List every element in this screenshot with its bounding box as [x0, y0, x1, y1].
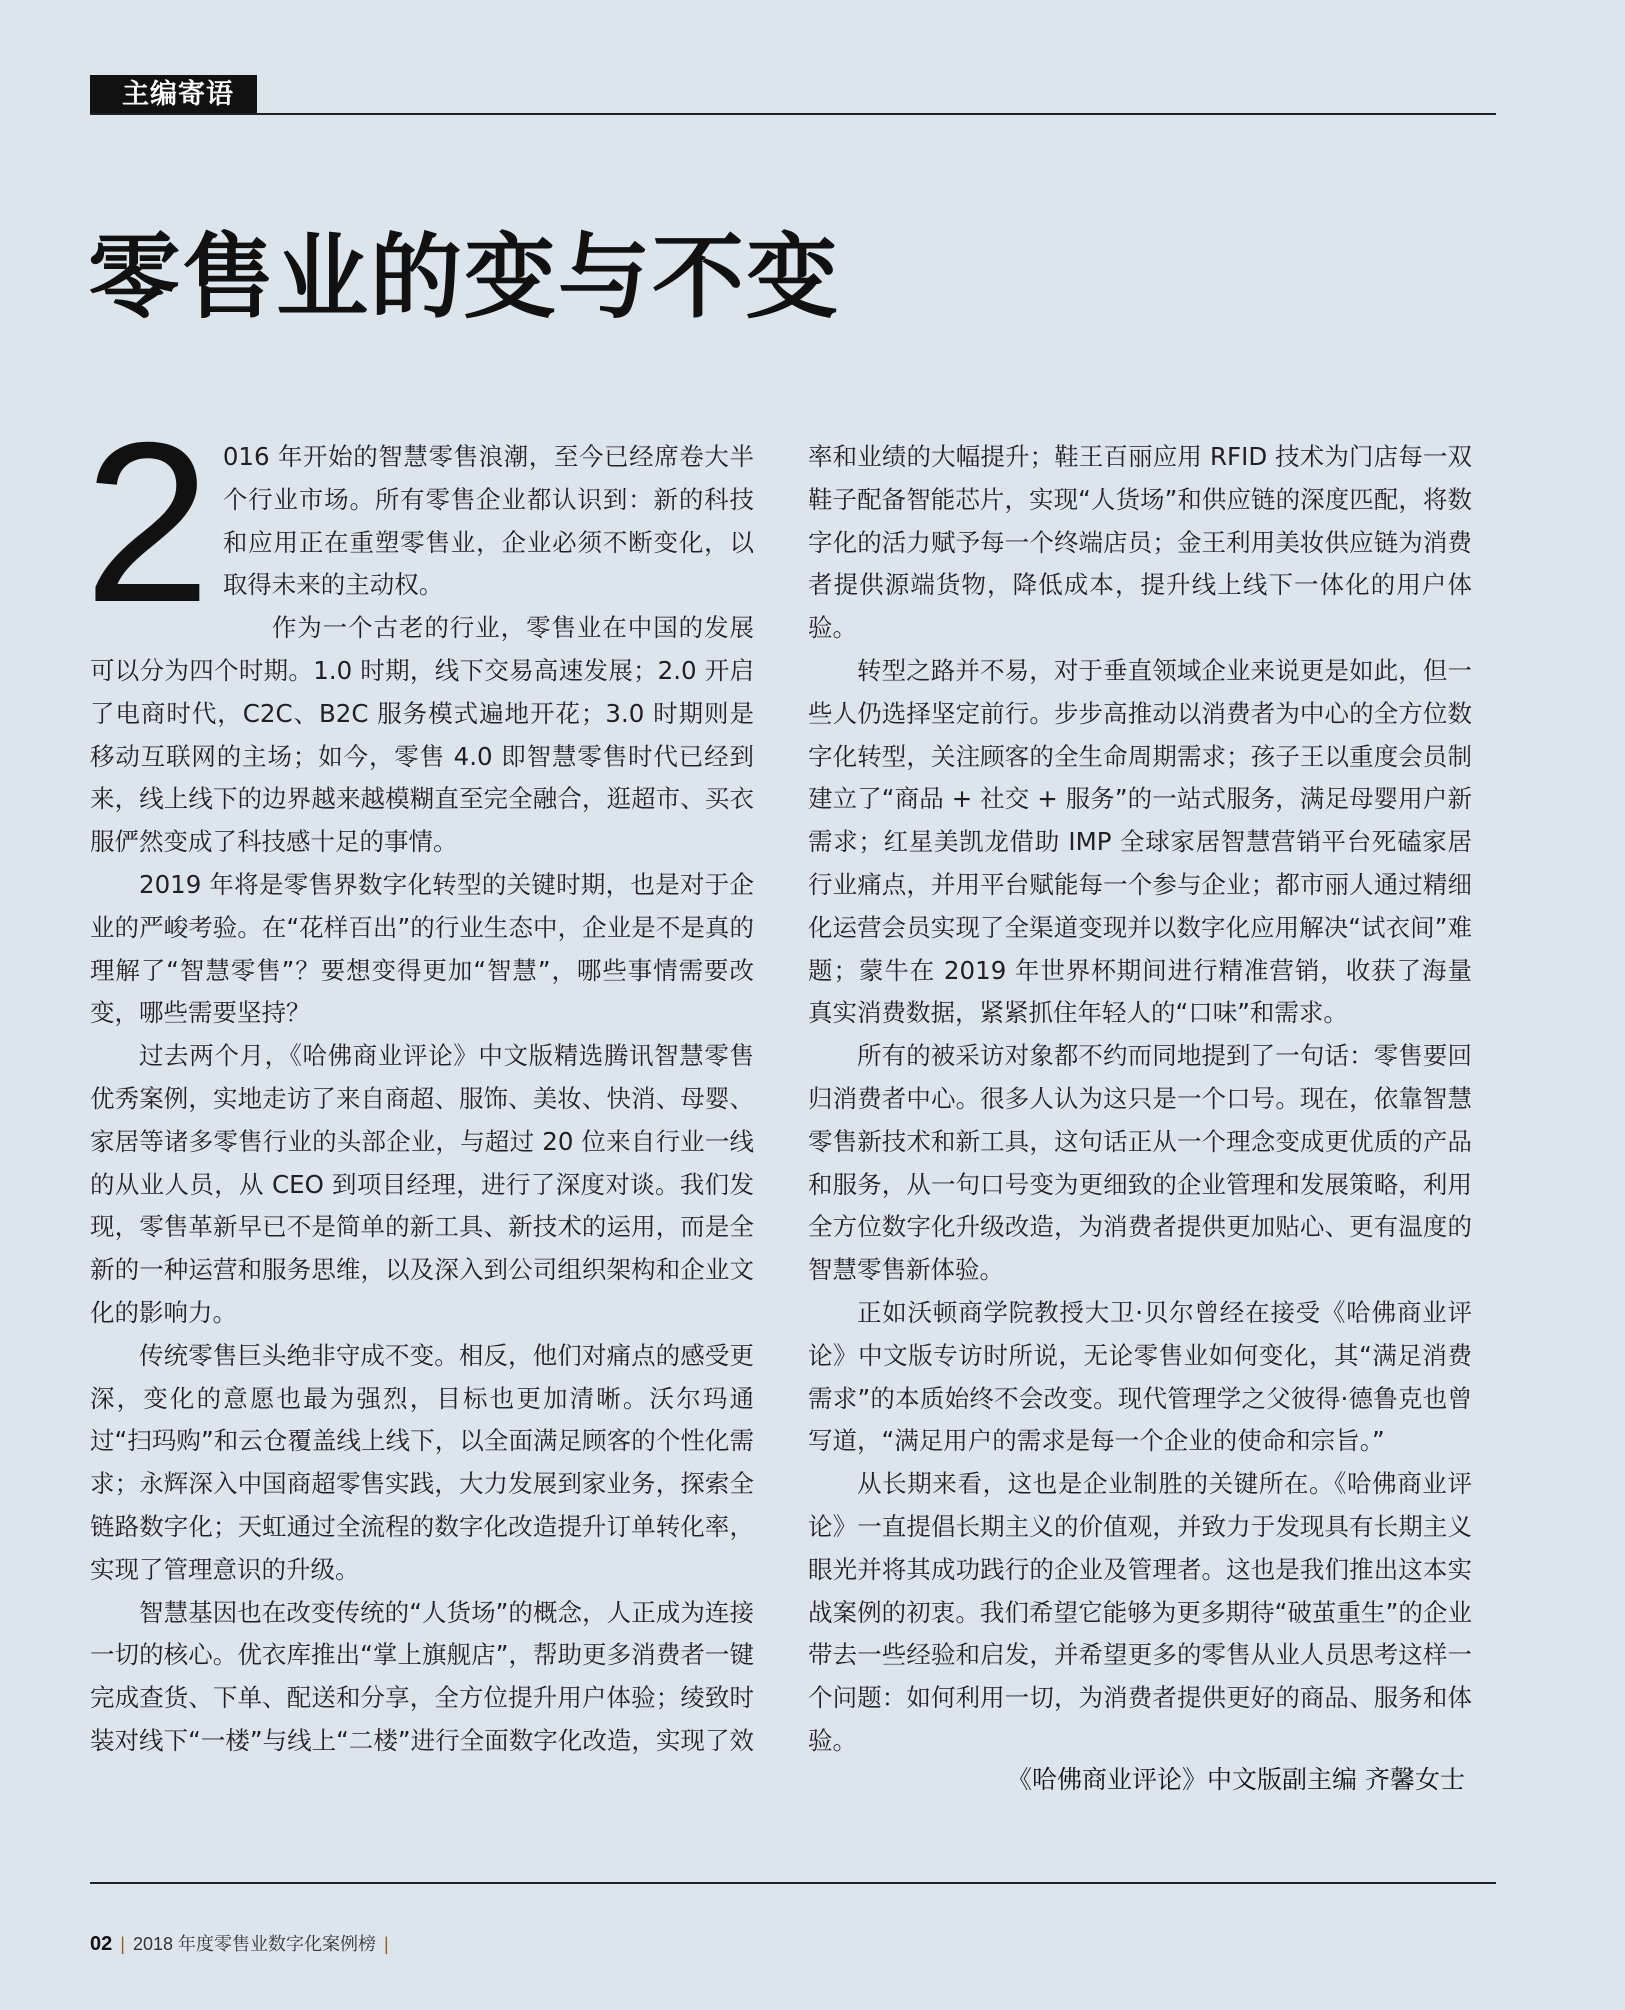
page-footer [90, 1930, 397, 1956]
paragraph: 传统零售巨头绝非守成不变。相反，他们对痛点的感受更深，变化的意愿也最为强烈，目标也更加清晰。沃尔玛通过“扫玛购”和云仓覆盖线上线下，以全面满足顾客的个性化需求；永辉深入中国商超零售实践，大力发展到家业务，探索全链路数字化；天虹通过全流程的数字化改造提升订单转化率，实现了管理意识的升级。 [90, 1340, 754, 1584]
paragraph: 所有的被采访对象都不约而同地提到了一句话：零售要回归消费者中心。很多人认为这只是一个口号。现在，依靠智慧零售新技术和新工具，这句话正从一个理念变成更优质的产品和服务，从一句口号变为更细致的企业管理和发展策略，利用全方位数字化升级改造，为消费者提供更加贴心、更有温度的智慧零售新体验。 [808, 1041, 1472, 1285]
publication-name: 2018 年度零售业数字化案例榜 [132, 1934, 376, 1954]
top-divider [90, 113, 1496, 115]
page-number: 02 [90, 1933, 113, 1955]
drop-cap: 2 [84, 396, 211, 650]
paragraph: 正如沃顿商学院教授大卫·贝尔曾经在接受《哈佛商业评论》中文版专访时所说，无论零售业如何变化，其“满足消费需求”的本质始终不会改变。现代管理学之父彼得·德鲁克也曾写道，“满足用户的需求是每一个企业的使命和宗旨。” [808, 1297, 1472, 1456]
author-signature: 《哈佛商业评论》中文版副主编 齐馨女士 [1007, 1765, 1465, 1794]
article-title: 零售业的变与不变 [88, 224, 841, 331]
paragraph [84, 396, 754, 650]
paragraph: 转型之路并不易，对于垂直领域企业来说更是如此，但一些人仍选择坚定前行。步步高推动以消费者为中心的全方位数字化转型，关注顾客的全生命周期需求；孩子王以重度会员制建立了“商品 + 社交 + 服务”的一站式服务，满足母婴用户新需求；红星美凯龙借助 IMP 全球家居智慧营销平台死磕家居行业痛点，并用平台赋能每一个参与企业；都市丽人通过精细化运营会员实现了全渠道变现并以数字化应用解决“试衣间”难题；蒙牛在 2019 年世界杯期间进行精准营销，收获了海量真实消费数据，紧紧抓住年轻人的“口味”和需求。 [808, 655, 1472, 1028]
article-body [84, 396, 1472, 1763]
footer-separator: | [120, 1934, 125, 1954]
paragraph: 从长期来看，这也是企业制胜的关键所在。《哈佛商业评论》一直提倡长期主义的价值观，并致力于发现具有长期主义眼光并将其成功践行的企业及管理者。这也是我们推出这本实战案例的初衷。我们希望它能够为更多期待“破茧重生”的企业带去一些经验和启发，并希望更多的零售从业人员思考这样一个问题：如何利用一切，为消费者提供更好的商品、服务和体验。 [808, 1469, 1472, 1755]
paragraph: 过去两个月，《哈佛商业评论》中文版精选腾讯智慧零售优秀案例，实地走访了来自商超、服饰、美妆、快消、母婴、家居等诸多零售行业的头部企业，与超过 20 位来自行业一线的从业人员，从 CEO 到项目经理，进行了深度对谈。我们发现，零售革新早已不是简单的新工具、新技术的运用，而是全新的一种运营和服务思维，以及深入到公司组织架构和企业文化的影响力。 [90, 1041, 754, 1327]
paragraph-text: 016 年开始的智慧零售浪潮，至今已经席卷大半个行业市场。所有零售企业都认识到：新的科技和应用正在重塑零售业，企业必须不断变化，以取得未来的主动权。 [222, 442, 754, 600]
paragraph: 2019 年将是零售界数字化转型的关键时期，也是对于企业的严峻考验。在“花样百出”的行业生态中，企业是不是真的理解了“智慧零售”？要想变得更加“智慧”，哪些事情需要改变，哪些需要坚持？ [90, 869, 754, 1028]
section-tag: 主编寄语 [90, 75, 257, 114]
paragraph: 作为一个古老的行业，零售业在中国的发展可以分为四个时期。1.0 时期，线下交易高速发展；2.0 开启了电商时代，C2C、B2C 服务模式遍地开花；3.0 时期则是移动互联网的主场；如今，零售 4.0 即智慧零售时代已经到来，线上线下的边界越来越模糊直至完全融合，逛超市、买衣服俨然变成了科技感十足的事情。 [90, 613, 754, 857]
paragraph: 智慧基因也在改变传统的“人货场”的概念，人正成为连接一切的核心。优衣库推出“掌上旗舰店”，帮助更多消费者一键完成查货、下单、配送和分享，全方位提升用户体验；绫致时装对线下“一楼”与线上“二楼”进行全面数字化改造，实现了效率和业绩的大幅提升；鞋王百丽应用 RFID 技术为门店每一双鞋子配备智能芯片，实现“人货场”和供应链的深度匹配，将数字化的活力赋予每一个终端店员；金王利用美妆供应链为消费者提供源端货物，降低成本，提升线上线下一体化的用户体验。 [90, 442, 1472, 1755]
bottom-divider [90, 1882, 1496, 1884]
footer-separator: | [383, 1934, 389, 1954]
